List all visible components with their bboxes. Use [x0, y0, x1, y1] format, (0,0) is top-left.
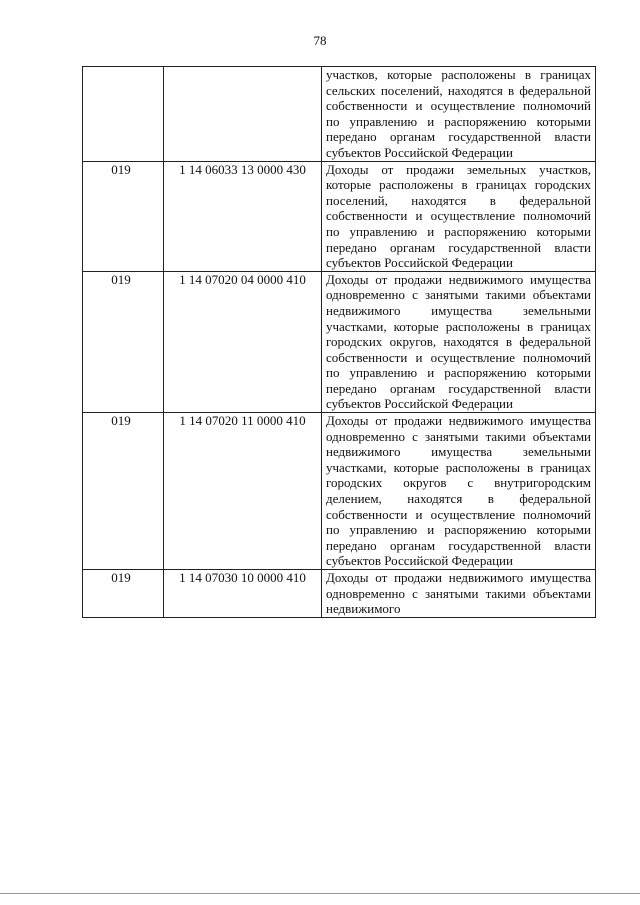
- kbk-code-cell: 1 14 07020 11 0000 410: [164, 413, 322, 570]
- kbk-code-cell: 1 14 07020 04 0000 410: [164, 271, 322, 412]
- table-row: [83, 570, 596, 618]
- kbk-code-cell: 1 14 07030 10 0000 410: [164, 570, 322, 618]
- admin-code-cell: [83, 67, 164, 162]
- revenue-name-cell: Доходы от продажи земельных участков, которые расположены в границах городских поселений, находятся в федеральной собственности и осуществление полномочий по управлению и распоряжению которыми передано органам государственной власти субъектов Российской Федерации: [322, 161, 596, 271]
- admin-code-cell: 019: [83, 161, 164, 271]
- revenue-name-cell: Доходы от продажи недвижимого имущества одновременно с занятыми такими объектами недвижимого: [322, 570, 596, 618]
- admin-code-cell: 019: [83, 271, 164, 412]
- table-row: [83, 271, 596, 412]
- admin-code-cell: 019: [83, 413, 164, 570]
- page-number: 78: [313, 33, 327, 48]
- revenue-name-cell: Доходы от продажи недвижимого имущества одновременно с занятыми такими объектами недвижимого имущества земельными участками, которые расположены в границах городских округов с внутригородским делением, находятся в федеральной собственности и осуществление полномочий по управлению и распоряжению которыми передано органам государственной власти субъектов Российской Федерации: [322, 413, 596, 570]
- scan-edge-line: [0, 893, 640, 894]
- revenue-name-cell: участков, которые расположены в границах сельских поселений, находятся в федеральной собственности и осуществление полномочий по управлению и распоряжению которыми передано органам государственной власти субъектов Российской Федерации: [322, 67, 596, 162]
- kbk-code-cell: 1 14 06033 13 0000 430: [164, 161, 322, 271]
- admin-code-cell: 019: [83, 570, 164, 618]
- table-row: [83, 161, 596, 271]
- revenue-name-cell: Доходы от продажи недвижимого имущества одновременно с занятыми такими объектами недвижимого имущества земельными участками, которые расположены в границах городских округов, находятся в федеральной собственности и осуществление полномочий по управлению и распоряжению которыми передано органам государственной власти субъектов Российской Федерации: [322, 271, 596, 412]
- table-row: [83, 67, 596, 162]
- revenue-codes-table: [82, 66, 596, 618]
- table-row: [83, 413, 596, 570]
- kbk-code-cell: [164, 67, 322, 162]
